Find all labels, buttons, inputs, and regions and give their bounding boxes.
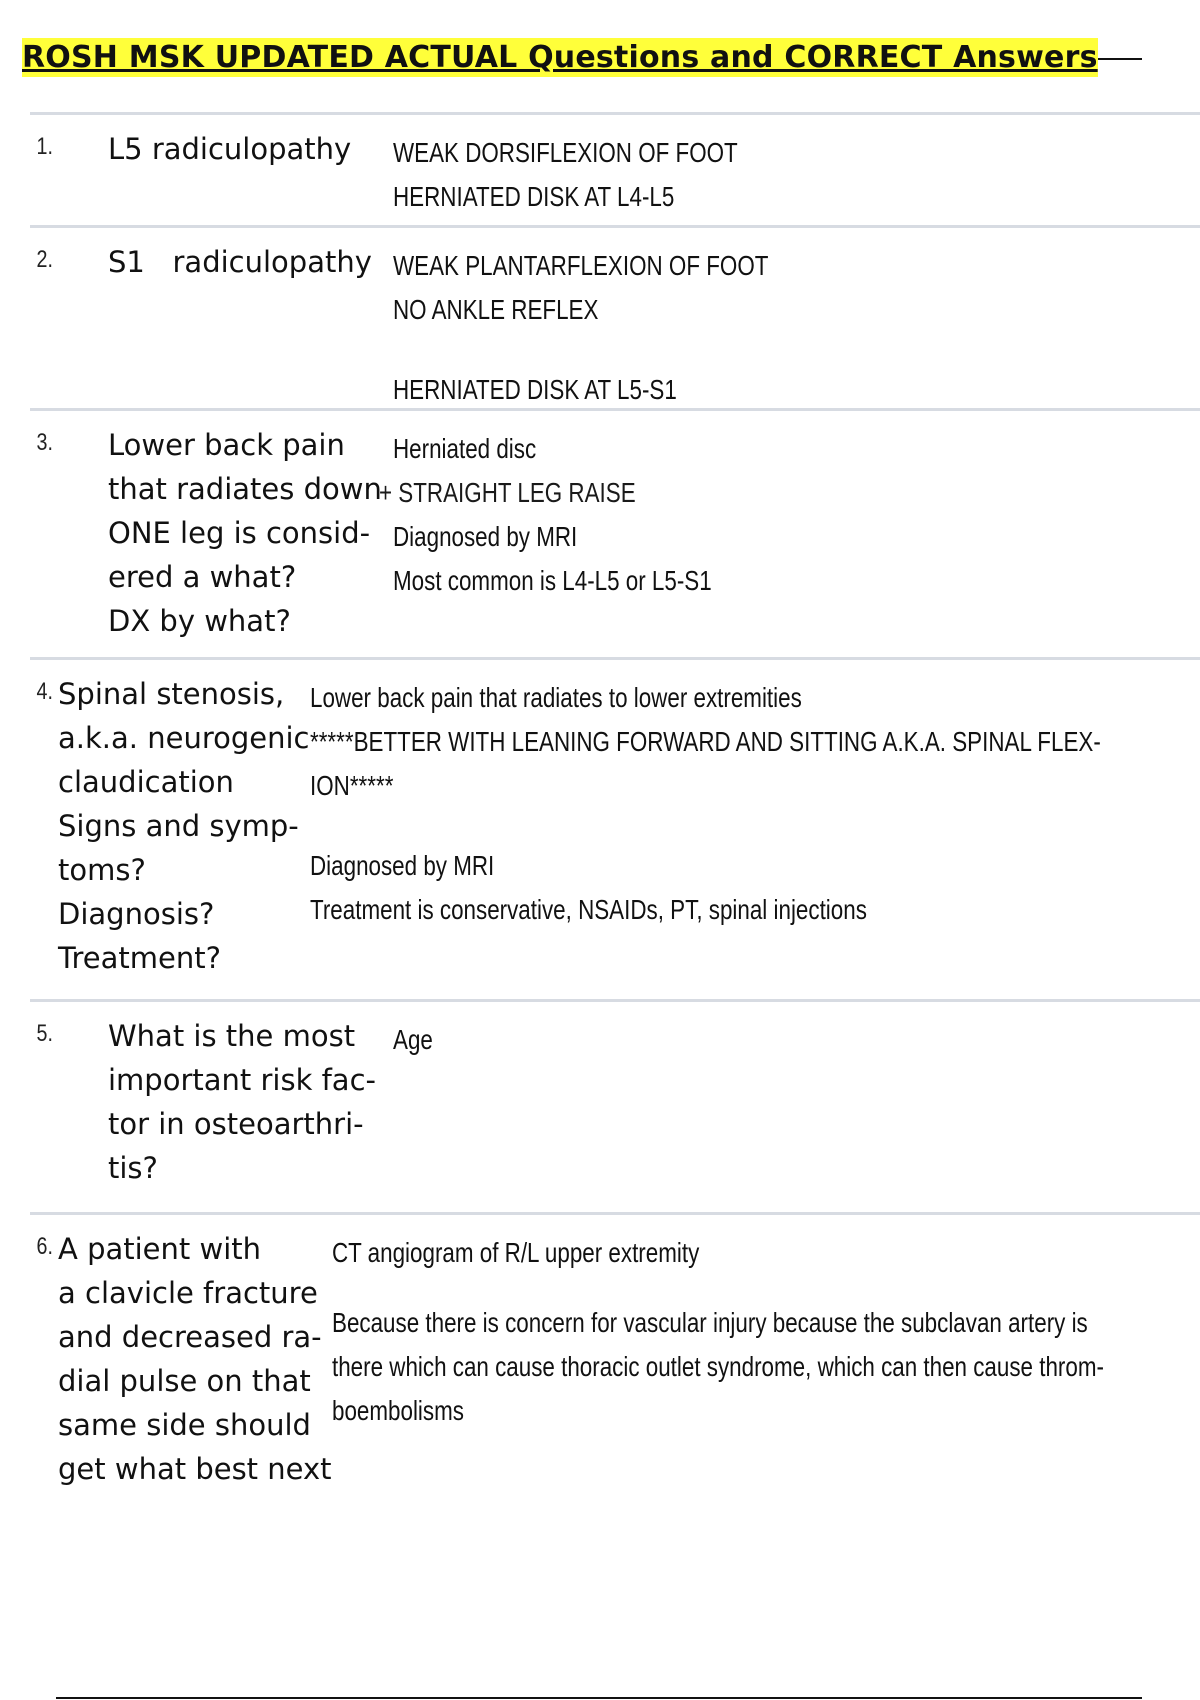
question	[108, 411, 393, 657]
item-number: 1.	[36, 133, 53, 160]
item-number: 6.	[36, 1233, 53, 1260]
answer-line: boembolisms	[331, 1395, 464, 1426]
answer-line: Because there is concern for vascular injury because the subclavan artery is	[331, 1307, 1088, 1338]
item-number: 5.	[36, 1020, 53, 1047]
title-row	[22, 32, 1142, 82]
qa-table	[30, 112, 1200, 1505]
question-line: Spinal stenosis,	[58, 677, 285, 711]
answer-line: *****BETTER WITH LEANING FORWARD AND SITTING A.K.A. SPINAL FLEX-	[309, 726, 1101, 757]
qa-row	[30, 999, 1200, 1212]
answer-line: Age	[393, 1024, 433, 1055]
answer-line: CT angiogram of R/L upper extremity	[331, 1237, 699, 1268]
question-line: and decreased ra-	[58, 1320, 322, 1354]
question-line: ONE leg is consid-	[108, 516, 371, 550]
answer	[332, 1215, 1200, 1433]
answer-line: Treatment is conservative, NSAIDs, PT, spinal injections	[309, 894, 867, 925]
question-line: a.k.a. neurogenic	[58, 721, 310, 755]
question-line: important risk fac-	[108, 1063, 376, 1097]
answer-line: HERNIATED DISK AT L4-L5	[393, 181, 675, 212]
item-number: 3.	[36, 429, 53, 456]
question-line: get what best next	[58, 1452, 332, 1486]
qa-row	[30, 408, 1200, 657]
answer-line: Lower back pain that radiates to lower extremities	[309, 682, 802, 713]
qa-row	[30, 112, 1200, 225]
answer-spacer	[310, 808, 1200, 844]
item-number: 2.	[36, 246, 53, 273]
answer-spacer	[393, 332, 1180, 368]
question	[108, 1002, 393, 1204]
question-line: ered a what?	[108, 560, 297, 594]
answer-line: there which can cause thoracic outlet syndrome, which can then cause throm-	[331, 1351, 1104, 1382]
question-line: tis?	[108, 1151, 158, 1185]
answer	[379, 411, 1200, 603]
question	[58, 660, 309, 994]
answer	[393, 228, 1200, 412]
question-line: toms?	[58, 853, 146, 887]
qa-row	[30, 225, 1200, 408]
qa-row	[30, 1212, 1200, 1505]
item-number: 4.	[36, 678, 53, 705]
answer-line: WEAK PLANTARFLEXION OF FOOT	[393, 250, 769, 281]
question-line: What is the most	[108, 1019, 356, 1053]
answer-line: + STRAIGHT LEG RAISE	[379, 477, 636, 508]
question-line: same side should	[58, 1408, 311, 1442]
document-title: ROSH MSK UPDATED ACTUAL Questions and CORRECT Answers	[22, 39, 1098, 75]
question-line: Diagnosis?	[58, 897, 215, 931]
answer	[393, 115, 1200, 219]
question-line: Signs and symp-	[58, 809, 299, 843]
answer-line: HERNIATED DISK AT L5-S1	[393, 374, 677, 405]
answer-spacer	[332, 1275, 1200, 1301]
question-line: Treatment?	[58, 941, 221, 975]
footer-rule	[56, 1697, 1142, 1699]
question-line: A patient with	[58, 1232, 262, 1266]
answer-line: ION*****	[309, 770, 393, 801]
question-line: a clavicle fracture	[58, 1276, 318, 1310]
question-line: S1 radiculopathy	[108, 245, 372, 279]
question	[58, 1215, 332, 1505]
answer-line: Herniated disc	[393, 433, 537, 464]
answer-line: WEAK DORSIFLEXION OF FOOT	[393, 137, 738, 168]
qa-row	[30, 657, 1200, 999]
answer-line: Diagnosed by MRI	[393, 521, 578, 552]
question-line: claudication	[58, 765, 234, 799]
question-line: DX by what?	[108, 604, 291, 638]
answer-line: Most common is L4-L5 or L5-S1	[393, 565, 712, 596]
title-rule	[1098, 58, 1142, 60]
question-line: L5 radiculopathy	[108, 132, 352, 166]
question-line: that radiates down	[108, 472, 382, 506]
question	[108, 115, 393, 185]
question-line: dial pulse on that	[58, 1364, 311, 1398]
answer-line: NO ANKLE REFLEX	[393, 294, 599, 325]
answer	[393, 1002, 1200, 1062]
question-line: tor in osteoarthri-	[108, 1107, 364, 1141]
question	[108, 228, 393, 298]
answer-line: Diagnosed by MRI	[309, 850, 494, 881]
answer	[310, 660, 1200, 932]
question-line: Lower back pain	[108, 428, 345, 462]
